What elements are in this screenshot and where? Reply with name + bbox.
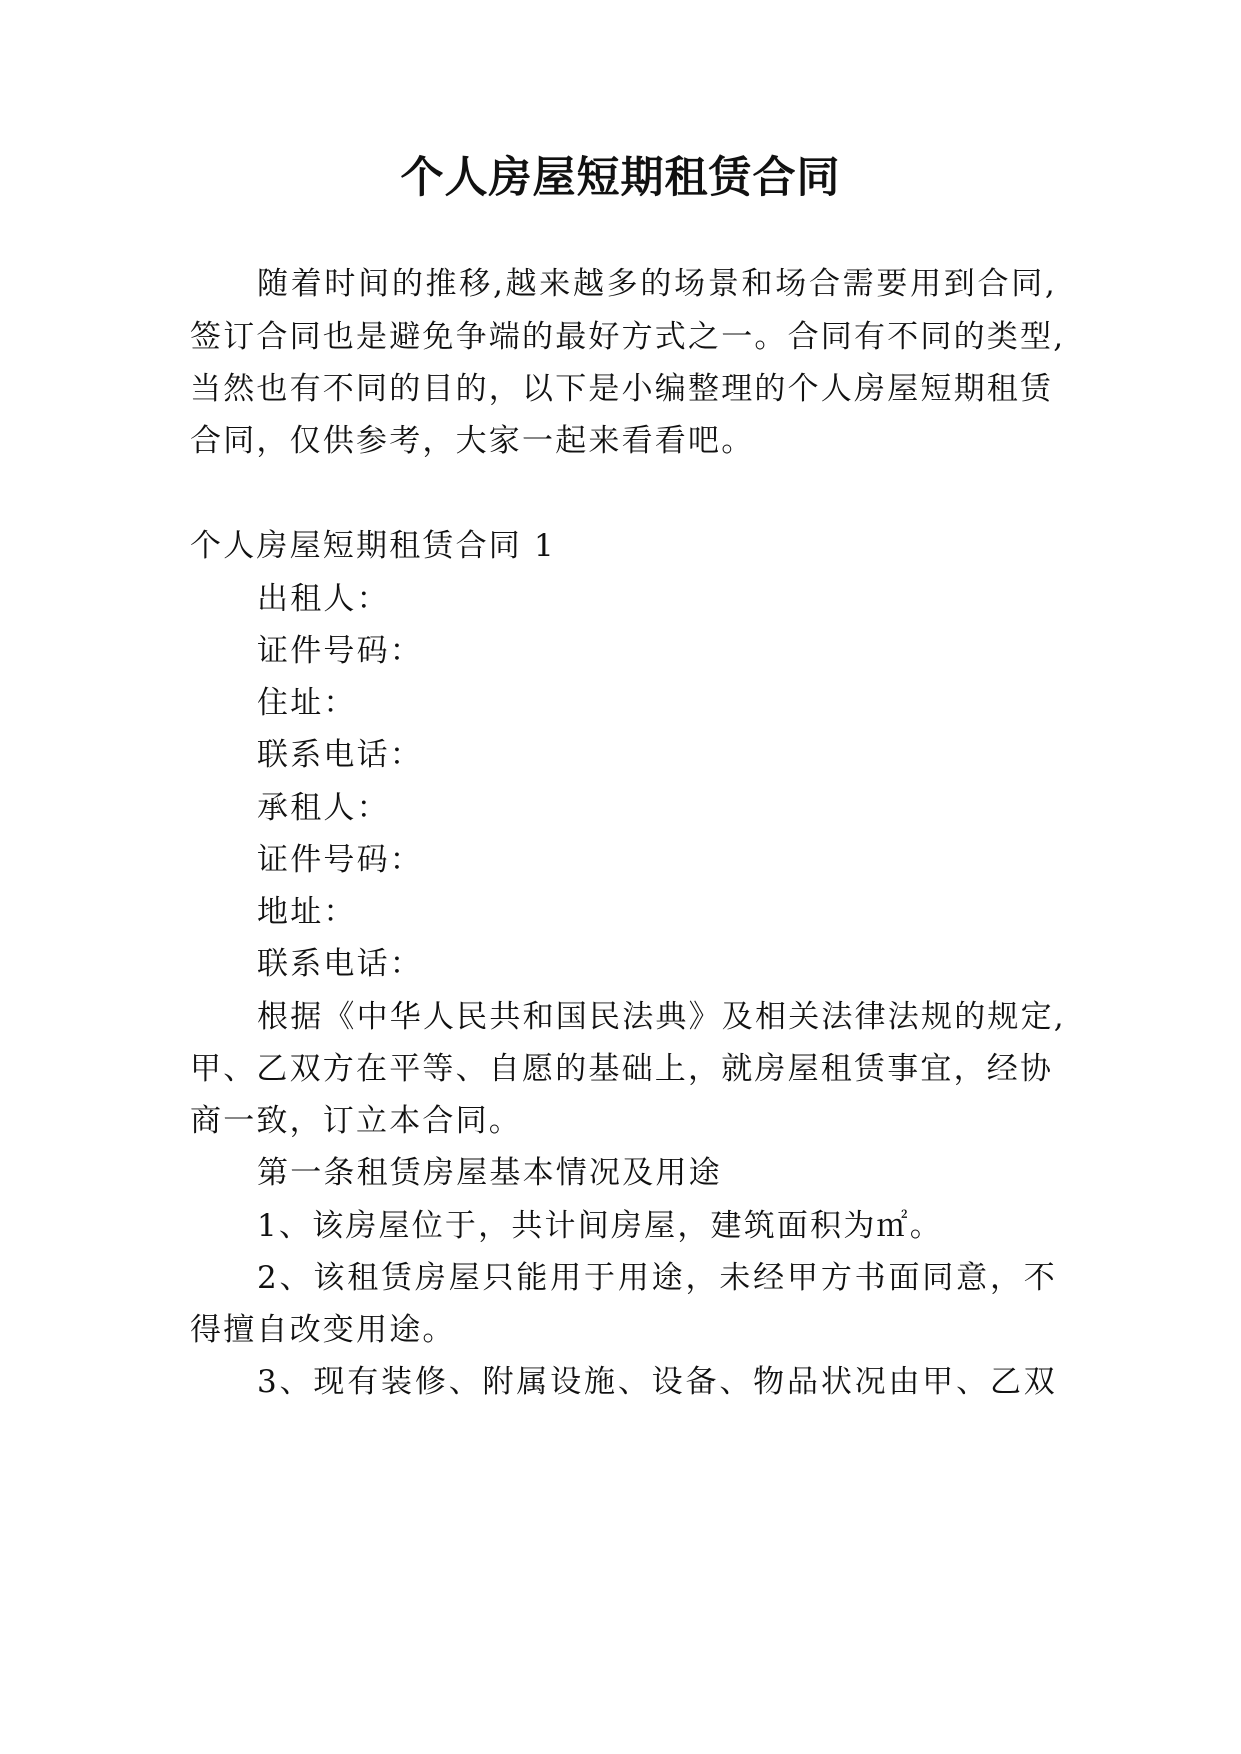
article-1-item-3-line-1: 3、现有装修、附属设施、设备、物品状况由甲、乙双 <box>257 1364 1057 1400</box>
document-title: 个人房屋短期租赁合同 <box>400 153 841 203</box>
intro-line-2: 签订合同也是避免争端的最好方式之一。合同有不同的类型, <box>190 319 1066 355</box>
field-lessor: 出租人： <box>257 581 390 617</box>
intro-line-4: 合同，仅供参考，大家一起来看看吧。 <box>190 423 755 459</box>
article-1-heading: 第一条租赁房屋基本情况及用途 <box>257 1155 722 1191</box>
basis-line-1: 根据《中华人民共和国民法典》及相关法律法规的规定, <box>257 999 1066 1035</box>
field-lessee: 承租人： <box>257 790 390 826</box>
field-lessor-address: 住址： <box>257 685 357 721</box>
article-1-item-1: 1、该房屋位于，共计间房屋，建筑面积为㎡。 <box>257 1208 943 1244</box>
field-lessor-phone: 联系电话： <box>257 737 423 773</box>
field-lessee-address: 地址： <box>257 894 357 930</box>
intro-line-3: 当然也有不同的目的，以下是小编整理的个人房屋短期租赁 <box>190 371 1054 407</box>
basis-line-2: 甲、乙双方在平等、自愿的基础上，就房屋租赁事宜，经协 <box>190 1051 1054 1087</box>
field-lessor-id-number: 证件号码： <box>257 633 423 669</box>
article-1-item-2-line-1: 2、该租赁房屋只能用于用途，未经甲方书面同意，不 <box>257 1260 1057 1296</box>
intro-line-1: 随着时间的推移,越来越多的场景和场合需要用到合同, <box>257 266 1057 302</box>
basis-line-3: 商一致，订立本合同。 <box>190 1103 522 1139</box>
field-lessee-id-number: 证件号码： <box>257 842 423 878</box>
article-1-item-2-line-2: 得擅自改变用途。 <box>190 1312 456 1348</box>
section-heading: 个人房屋短期租赁合同 1 <box>190 528 556 564</box>
field-lessee-phone: 联系电话： <box>257 946 423 982</box>
